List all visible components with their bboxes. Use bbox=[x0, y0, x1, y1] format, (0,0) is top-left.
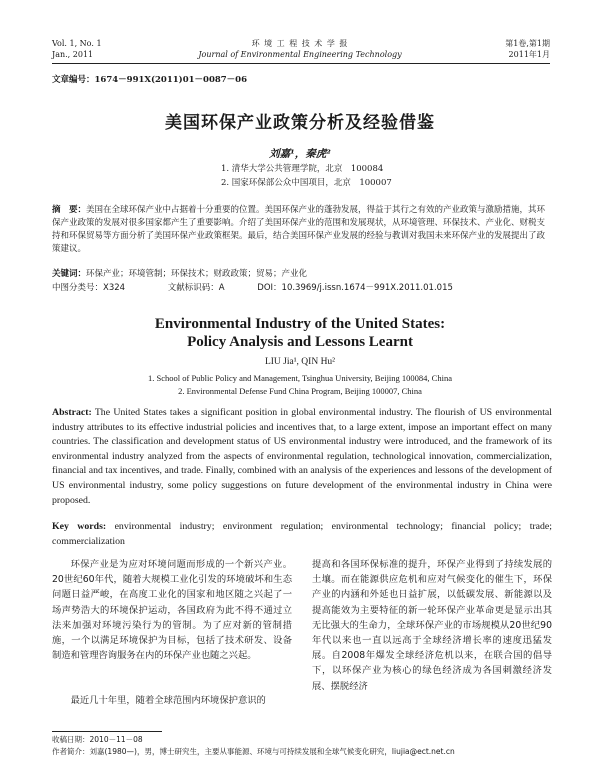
abstract-en-label: Abstract: bbox=[52, 407, 92, 418]
keywords-zh-label: 关键词： bbox=[52, 269, 87, 279]
footnote-received: 收稿日期：2010－11－08 bbox=[52, 735, 143, 744]
keywords-zh-text: 环保产业；环境管制；环保技术；财政政策；贸易；产业化 bbox=[86, 269, 308, 279]
affiliation-en-2: 2. Environmental Defense Fund China Program, Beijing 100007, China bbox=[178, 386, 422, 396]
header-issue-zh: 第1卷,第1期 bbox=[505, 39, 550, 48]
keywords-en-text: environmental industry; environment regulation; environmental technology; financial policy; trade; commercialization bbox=[52, 521, 552, 547]
keywords-zh bbox=[52, 268, 552, 281]
authors-en: LIU Jia¹, QIN Hu² bbox=[264, 357, 336, 367]
clc-number: 中图分类号：X324 bbox=[52, 283, 126, 293]
abstract-zh-label: 摘 要： bbox=[52, 205, 87, 215]
affiliation-en-1: 1. School of Public Policy and Management, Tsinghua University, Beijing 100084, China bbox=[148, 373, 452, 383]
body-left-paragraph-1: 环保产业是为应对环境问题而形成的一个新兴产业。20世纪60年代，随着大规模工业化引发的环境破坏和生态问题日益严峻，在高度工业化的国家和地区随之兴起了一场声势浩大的环境保护运动，各国政府为此不得不通过立法来加强对环境污染行为的管制。为了应对新的管制措施，一个以满足环境保护为目标，包括了技术研发、设备制造和管理咨询服务在内的环保产业也随之兴起。 bbox=[52, 559, 292, 662]
title-en-line1: Environmental Industry of the United States: bbox=[154, 316, 446, 332]
header-rule bbox=[52, 63, 550, 64]
body-right-paragraph: 提高和各国环保标准的提升，环保产业得到了持续发展的土壤。而在能源供应危机和应对气候变化的催生下，环保产业的内涵和外延也日益扩展，以低碳发展、新能源以及提高能效为主要特征的新一轮环保产业革命更是显示出其无比强大的生命力，全球环保产业的市场规模从20世纪90年代以来也一直以远高于全球经济增长率的速度迅猛发展。自2008年爆发全球经济危机以来，在联合国的倡导下，以环保产业为核心的绿色经济成为各国刺激经济发展、摆脱经济 bbox=[312, 559, 552, 692]
abstract-en-text: The United States takes a significant position in global environmental industry. The flourish of US environmental industry attributes to its effective industrial policies and incentives that, to a large extent, impose an important effect on many countries. The classification and development status of US environmental industry were introduced, and the framework of its environmental industry analyzed from the aspects of environmental regulation, technological innovation, commercialization, financial and tax incentives, and trade. Finally, combined with an analysis of the experiences and lessons of the development of US environmental industry, some policy suggestions on future development of the environmental industry in China were proposed. bbox=[52, 407, 552, 506]
article-number: 文章编号：1674－991X(2011)01－0087－06 bbox=[52, 75, 248, 85]
document-code: 文献标识码：A bbox=[167, 283, 225, 293]
footnote-author-bio: 作者简介：刘嘉(1980—)，男，博士研究生，主要从事能源、环境与可持续发展和全球气候变化研究，liujia@ect.net.cn bbox=[52, 747, 455, 756]
affiliation-zh-2: 2. 国家环保部公众中国项目，北京 100007 bbox=[221, 178, 392, 188]
classification-line bbox=[52, 282, 552, 295]
abstract-zh-text: 美国在全球环保产业中占据着十分重要的位置。美国环保产业的蓬勃发展，得益于其行之有效的产业政策与激励措施，其环保产业政策的发展对很多国家都产生了重要影响。介绍了美国环保产业的范围和发展现状，从环境管理、环保技术、产业化、财税支持和环保贸易等方面分析了美国环保产业政策框架。最后，结合美国环保产业发展的经验与教训对我国未来环保产业的发展提出了政策建议。 bbox=[52, 205, 546, 254]
abstract-zh bbox=[52, 204, 552, 256]
title-en-line2: Policy Analysis and Lessons Learnt bbox=[187, 334, 413, 350]
header-journal-en: Journal of Environmental Engineering Technology bbox=[198, 50, 402, 59]
header-date-zh: 2011年1月 bbox=[508, 50, 550, 59]
body-left-paragraph-2: 最近几十年里，随着全球范围内环境保护意识的 bbox=[70, 695, 266, 706]
title-zh: 美国环保产业政策分析及经验借鉴 bbox=[165, 113, 435, 133]
authors-zh: 刘嘉¹，秦虎² bbox=[269, 148, 331, 160]
keywords-en-label: Key words: bbox=[52, 521, 107, 532]
header-journal-zh: 环 境 工 程 技 术 学 报 bbox=[251, 39, 349, 48]
affiliation-zh-1: 1. 清华大学公共管理学院，北京 100084 bbox=[221, 164, 384, 174]
abstract-en bbox=[52, 406, 552, 508]
footnote-rule bbox=[52, 731, 162, 732]
header-date-en: Jan., 2011 bbox=[52, 50, 94, 59]
header-volume: Vol. 1, No. 1 bbox=[52, 39, 102, 48]
keywords-en bbox=[52, 520, 552, 549]
doi: DOI：10.3969/j.issn.1674－991X.2011.01.015 bbox=[257, 283, 453, 293]
